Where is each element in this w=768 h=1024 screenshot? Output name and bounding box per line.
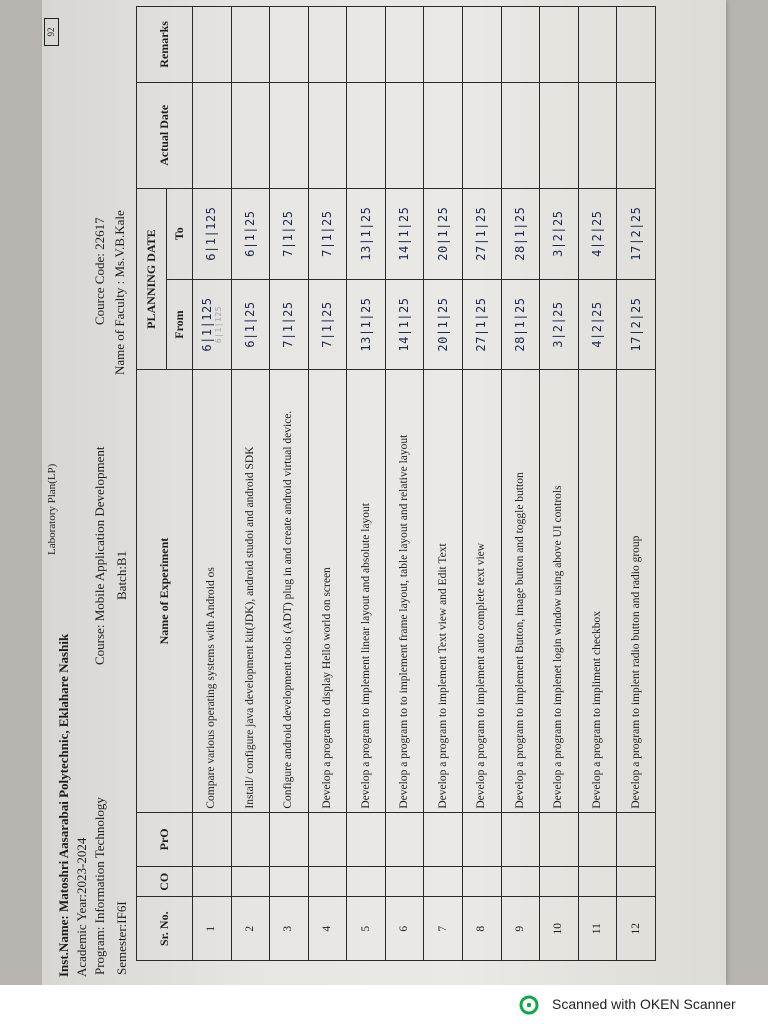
to-date-cell bbox=[578, 188, 617, 279]
to-date-cell bbox=[193, 188, 232, 279]
experiment-cell-text: Develop a program to display Hello world on screen bbox=[321, 567, 334, 809]
to-date-cell-text: 7|1|25 bbox=[320, 210, 335, 257]
experiment-cell bbox=[424, 370, 463, 812]
co-cell bbox=[347, 867, 386, 897]
to-date-cell-text: 3|2|25 bbox=[551, 210, 566, 257]
sr-no-cell bbox=[501, 897, 540, 961]
rotated-document bbox=[42, 0, 726, 985]
laboratory-plan-table bbox=[136, 6, 656, 961]
pro-cell bbox=[578, 812, 617, 867]
actual-date-cell bbox=[578, 82, 617, 188]
from-date-cell-text: 6|1|125 bbox=[199, 297, 214, 352]
to-date-cell-text: 17|2|25 bbox=[628, 206, 643, 261]
table-header-row bbox=[137, 7, 167, 961]
sr-no-cell-text: 2 bbox=[243, 925, 256, 932]
sr-no-cell-text: 1 bbox=[205, 925, 218, 932]
pro-cell bbox=[193, 812, 232, 867]
sr-no-cell bbox=[424, 897, 463, 961]
actual-date-cell bbox=[308, 82, 347, 188]
to-date-cell bbox=[617, 188, 656, 279]
to-date-cell-text: 27|1|25 bbox=[474, 206, 489, 261]
experiment-cell-text: Install/ configure java development kit(JDK), android studoi and android SDK bbox=[243, 446, 256, 809]
table-row bbox=[308, 7, 347, 961]
to-date-cell-text: 13|1|25 bbox=[358, 206, 373, 261]
co-cell bbox=[578, 867, 617, 897]
from-date-cell bbox=[231, 279, 270, 370]
from-date-cell-text: 14|1|25 bbox=[397, 297, 412, 352]
from-date-cell-text: 28|1|25 bbox=[512, 297, 527, 352]
table-row bbox=[424, 7, 463, 961]
experiment-cell-text: Configure android development tools (ADT) plug in and create android virtual device. bbox=[282, 410, 295, 809]
to-date-cell-text: 28|1|25 bbox=[512, 206, 527, 261]
to-date-cell bbox=[463, 188, 502, 279]
page-number: 92 bbox=[44, 18, 59, 46]
co-cell bbox=[231, 867, 270, 897]
remarks-cell bbox=[578, 7, 617, 83]
remarks-cell bbox=[193, 7, 232, 83]
experiment-cell-text: Develop a program to implement Text view and Edit Text bbox=[436, 543, 449, 809]
from-date-cell-text: 4|2|25 bbox=[590, 301, 605, 348]
to-date-cell-text: 6|1|125 bbox=[204, 206, 219, 261]
experiment-cell bbox=[578, 370, 617, 812]
remarks-cell bbox=[385, 7, 424, 83]
pro-cell bbox=[270, 812, 309, 867]
sr-no-cell-text: 10 bbox=[552, 922, 565, 935]
paper-sheet bbox=[42, 0, 726, 985]
pro-cell bbox=[308, 812, 347, 867]
actual-date-cell bbox=[424, 82, 463, 188]
from-date-cell bbox=[308, 279, 347, 370]
experiment-cell-text: Compare various operating systems with Android os bbox=[205, 567, 218, 809]
actual-date-cell bbox=[193, 82, 232, 188]
remarks-cell bbox=[501, 7, 540, 83]
sr-no-cell-text: 5 bbox=[359, 925, 372, 932]
sr-no-cell bbox=[540, 897, 579, 961]
table-row bbox=[463, 7, 502, 961]
sr-no-cell bbox=[270, 897, 309, 961]
sr-no-header: Sr. No. bbox=[137, 897, 193, 961]
sr-no-cell bbox=[347, 897, 386, 961]
experiment-cell bbox=[308, 370, 347, 812]
from-date-cell bbox=[540, 279, 579, 370]
sr-no-cell-text: 9 bbox=[513, 925, 526, 932]
from-date-cell-text: 3|2|25 bbox=[551, 301, 566, 348]
from-header: From bbox=[167, 279, 193, 370]
page-title: Laboratory Plan(LP) bbox=[46, 463, 58, 555]
sr-no-cell bbox=[578, 897, 617, 961]
experiment-cell bbox=[347, 370, 386, 812]
table-row bbox=[231, 7, 270, 961]
sr-no-cell-text: 12 bbox=[629, 922, 642, 935]
batch: Batch:B1 bbox=[114, 550, 129, 600]
table-row bbox=[270, 7, 309, 961]
semester: Semester:IF6I bbox=[114, 901, 129, 975]
co-cell bbox=[463, 867, 502, 897]
experiment-cell-text: Develop a program to to implement frame layout, table layout and relative layout bbox=[398, 434, 411, 809]
remarks-cell bbox=[424, 7, 463, 83]
experiment-cell bbox=[501, 370, 540, 812]
experiment-cell bbox=[540, 370, 579, 812]
sr-no-cell bbox=[617, 897, 656, 961]
to-date-cell bbox=[385, 188, 424, 279]
scanner-logo-icon bbox=[519, 995, 539, 1015]
co-cell bbox=[501, 867, 540, 897]
pro-cell bbox=[540, 812, 579, 867]
to-date-cell-text: 7|1|25 bbox=[281, 210, 296, 257]
from-date-cell bbox=[578, 279, 617, 370]
to-date-cell-text: 4|2|25 bbox=[590, 210, 605, 257]
scanner-watermark-text: Scanned with OKEN Scanner bbox=[552, 996, 736, 1012]
sr-no-cell-text: 8 bbox=[475, 925, 488, 932]
actual-date-cell bbox=[501, 82, 540, 188]
experiment-cell-text: Develop a program to implement auto complete text view bbox=[475, 542, 488, 809]
pro-cell bbox=[617, 812, 656, 867]
sr-no-cell bbox=[308, 897, 347, 961]
pro-cell bbox=[347, 812, 386, 867]
experiment-cell-text: Develop a program to impliment checkbox bbox=[591, 610, 604, 809]
to-date-cell bbox=[308, 188, 347, 279]
co-cell bbox=[385, 867, 424, 897]
from-date-cell-text: 6|1|25 bbox=[242, 301, 257, 348]
experiment-cell-text: Develop a program to implement linear layout and absolute layout bbox=[359, 503, 372, 809]
actual-date-cell bbox=[231, 82, 270, 188]
from-date-cell bbox=[617, 279, 656, 370]
academic-year: Academic Year:2023-2024 bbox=[74, 837, 89, 977]
actual-date-cell bbox=[617, 82, 656, 188]
table-row bbox=[617, 7, 656, 961]
remarks-cell bbox=[231, 7, 270, 83]
table-row bbox=[385, 7, 424, 961]
course: Course: Mobile Application Development bbox=[92, 446, 107, 665]
sr-no-cell bbox=[463, 897, 502, 961]
co-cell bbox=[270, 867, 309, 897]
remarks-cell bbox=[308, 7, 347, 83]
actual-date-cell bbox=[463, 82, 502, 188]
from-date-cell-text: 27|1|25 bbox=[474, 297, 489, 352]
from-date-cell bbox=[193, 279, 232, 370]
actual-date-cell bbox=[385, 82, 424, 188]
sr-no-cell bbox=[231, 897, 270, 961]
to-date-cell-text: 20|1|25 bbox=[435, 206, 450, 261]
table-row bbox=[347, 7, 386, 961]
experiment-cell bbox=[463, 370, 502, 812]
pro-header: PrO bbox=[137, 812, 193, 867]
planning-date-header: PLANNING DATE bbox=[137, 188, 167, 370]
from-date-cell bbox=[463, 279, 502, 370]
experiment-cell-text: Develop a program to implent radio button and radio group bbox=[629, 535, 642, 809]
actual-date-cell bbox=[270, 82, 309, 188]
table-row bbox=[193, 7, 232, 961]
to-date-cell bbox=[501, 188, 540, 279]
sr-no-cell bbox=[193, 897, 232, 961]
co-header: CO bbox=[137, 867, 193, 897]
remarks-cell bbox=[540, 7, 579, 83]
program: Program: Information Technology bbox=[92, 797, 107, 975]
remarks-cell bbox=[270, 7, 309, 83]
from-date-cell-text: 7|1|25 bbox=[281, 301, 296, 348]
actual-date-cell bbox=[540, 82, 579, 188]
experiment-cell bbox=[385, 370, 424, 812]
remarks-cell bbox=[347, 7, 386, 83]
sr-no-cell-text: 4 bbox=[321, 925, 334, 932]
pro-cell bbox=[501, 812, 540, 867]
pro-cell bbox=[463, 812, 502, 867]
pro-cell bbox=[424, 812, 463, 867]
sr-no-cell bbox=[385, 897, 424, 961]
table-row bbox=[578, 7, 617, 961]
from-date-cell-text: 17|2|25 bbox=[628, 297, 643, 352]
pro-cell bbox=[385, 812, 424, 867]
experiment-cell bbox=[231, 370, 270, 812]
experiment-cell bbox=[193, 370, 232, 812]
sr-no-cell-text: 6 bbox=[398, 925, 411, 932]
to-date-cell-text: 6|1|25 bbox=[242, 210, 257, 257]
experiment-cell bbox=[617, 370, 656, 812]
co-cell bbox=[308, 867, 347, 897]
remarks-cell bbox=[463, 7, 502, 83]
from-date-cell-text: 20|1|25 bbox=[435, 297, 450, 352]
from-date-cell bbox=[347, 279, 386, 370]
from-date-cell bbox=[270, 279, 309, 370]
faculty-name: Name of Faculty : Ms.V.B.Kale bbox=[112, 210, 127, 375]
to-date-cell bbox=[347, 188, 386, 279]
from-date-cell-text: 7|1|25 bbox=[320, 301, 335, 348]
experiment-header: Name of Experiment bbox=[137, 370, 193, 812]
actual-date-header: Actual Date bbox=[137, 82, 193, 188]
table-row bbox=[540, 7, 579, 961]
course-code: Cource Code: 22617 bbox=[92, 217, 107, 325]
to-date-cell bbox=[270, 188, 309, 279]
remarks-cell bbox=[617, 7, 656, 83]
sr-no-cell-text: 7 bbox=[436, 925, 449, 932]
from-date-cell-text: 13|1|25 bbox=[358, 297, 373, 352]
co-cell bbox=[617, 867, 656, 897]
to-date-cell bbox=[424, 188, 463, 279]
table-row bbox=[501, 7, 540, 961]
from-date-cell bbox=[424, 279, 463, 370]
to-date-cell-text: 14|1|25 bbox=[397, 206, 412, 261]
from-date-cell bbox=[501, 279, 540, 370]
sr-no-cell-text: 3 bbox=[282, 925, 295, 932]
to-date-cell bbox=[540, 188, 579, 279]
experiment-cell-text: Develop a program to implenet login window using above UI controls bbox=[552, 485, 565, 809]
institute-name: Inst.Name: Matoshri Aasarabai Polytechnic, Eklahare Nashik bbox=[56, 633, 71, 977]
to-header: To bbox=[167, 188, 193, 279]
pro-cell bbox=[231, 812, 270, 867]
co-cell bbox=[540, 867, 579, 897]
actual-date-cell bbox=[347, 82, 386, 188]
experiment-cell bbox=[270, 370, 309, 812]
experiment-cell-text: Develop a program to implement Button, image button and toggle button bbox=[513, 472, 526, 809]
remarks-header: Remarks bbox=[137, 7, 193, 83]
co-cell bbox=[193, 867, 232, 897]
to-date-cell bbox=[231, 188, 270, 279]
table-body bbox=[193, 7, 656, 961]
from-date-cell bbox=[385, 279, 424, 370]
faint-date-text: 6|1|125 bbox=[213, 305, 223, 344]
sr-no-cell-text: 11 bbox=[591, 923, 604, 935]
co-cell bbox=[424, 867, 463, 897]
